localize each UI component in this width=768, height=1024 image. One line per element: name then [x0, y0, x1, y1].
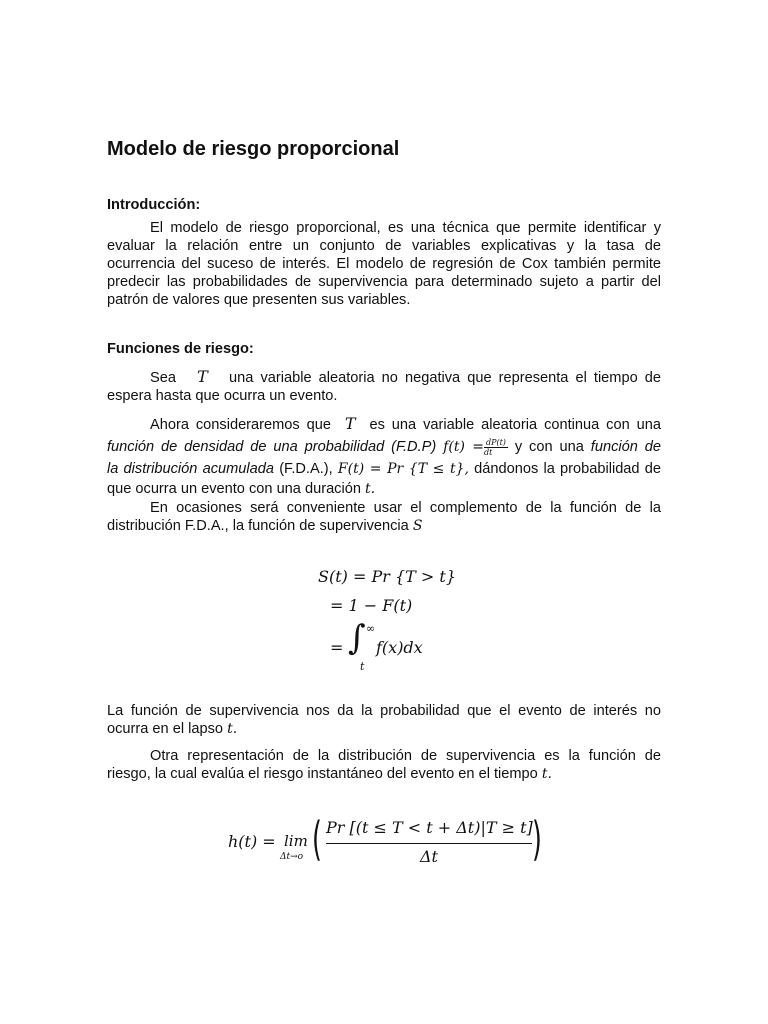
- p2-line3: la distribución acumulada (F.D.A.), F(t) = Pr {T ≤ t}, dándonos la probabilidad de: [107, 461, 661, 477]
- p2-line2: función de densidad de una probabilidad (F.D.P) f(t) = $\frac{dP(t)}{dt}$ y con una función de: [107, 437, 661, 457]
- variable-T: T: [344, 414, 356, 433]
- intro-heading: Introducción:: [107, 197, 201, 213]
- after-line1: La función de supervivencia nos da la probabilidad que el evento de interés no: [107, 703, 661, 719]
- after-paragraph-1: [107, 702, 661, 738]
- left-paren: (: [312, 812, 322, 866]
- fraction-bar: [326, 843, 532, 844]
- after-paragraph-2: [107, 747, 661, 783]
- p2-line4: que ocurra un evento con una duración t.: [107, 481, 376, 497]
- intro-line: evaluar la relación entre un conjunto de variables explicativas y la tasa de: [107, 238, 661, 254]
- after-p2-line1: Otra representación de la distribución de supervivencia es la función de: [150, 748, 661, 764]
- document-page: Modelo de riesgo proporcional Introducción: El modelo de riesgo proporcional, es una técnica que permite identificar y evaluar la relación entre un conjunto de variables explicativas y la tasa de ocurrencia del suceso de interés. El modelo de regresión de Cox también permite predecir las probabilidades de supervivencia para determinado sujeto a partir del patrón de valores que presenten sus variables. Funciones de riesgo: Sea T una variable aleatoria no negativa que representa el tiempo de espera hasta que ocurra un evento. Ahora consideraremos que T es una variable aleatoria continua con una función de densidad de una probabilidad (F.D.P) f(t) = $\frac{dP(t)}{dt}$ y con una función de la distribución acumulada (F.D.A.), F(t) = Pr {T ≤ t}, dándonos la probabilidad de que ocurra un evento con una duración t. En ocasiones será conveniente usar el complemento de la función de la distribución F.D.A., la función de supervivencia S S(t) = Pr {T > t} = 1 − F(t) = ∫ ∞ t f(x)dx La función de supervivencia nos da la probabilidad que el evento de interés no ocurra en el lapso t. Otra representación de la distribución de supervivencia es la función de riesgo, la cual evalúa el riesgo instantáneo del evento en el tiempo t. h(t) = lim Δt→o ( Pr [(t ≤ T < t + Δt)|T ≥ t] Δt ): [0, 0, 768, 1024]
- funciones-paragraph-1: [107, 368, 661, 405]
- funciones-paragraph-3: [107, 499, 661, 535]
- page-title: Modelo de riesgo proporcional: [107, 138, 400, 160]
- limit-operator: lim: [284, 832, 308, 850]
- p3-line2: distribución F.D.A., la función de supervivencia S: [107, 518, 423, 534]
- integral-sign: ∫: [348, 618, 366, 658]
- p1-line1: Sea T una variable aleatoria no negativa que representa el tiempo de: [150, 367, 661, 386]
- intro-paragraph: [107, 219, 661, 309]
- p3-line1: En ocasiones será conveniente usar el complemento de la función de la: [150, 500, 661, 516]
- funciones-heading: Funciones de riesgo:: [107, 341, 254, 357]
- intro-line: El modelo de riesgo proporcional, es una técnica que permite identificar y: [150, 220, 661, 236]
- right-paren: ): [532, 812, 542, 866]
- after-line2: ocurra en el lapso t.: [107, 721, 238, 737]
- intro-line: ocurrencia del suceso de interés. El modelo de regresión de Cox también permite: [107, 256, 661, 272]
- p2-line1: Ahora consideraremos que T es una variable aleatoria continua con una: [150, 414, 662, 433]
- intro-line: patrón de valores que presenten sus variables.: [107, 292, 411, 308]
- intro-line: predecir las probabilidades de supervivencia para determinado sujeto a partir del: [107, 274, 661, 290]
- equation-hazard: [228, 812, 548, 872]
- equation-survival-2: = 1 − F(t): [330, 596, 413, 615]
- p1-line2: espera hasta que ocurra un evento.: [107, 388, 338, 404]
- limit-subscript: Δt→o: [280, 852, 304, 862]
- hazard-numerator: Pr [(t ≤ T < t + Δt)|T ≥ t]: [326, 818, 533, 837]
- after-p2-line2: riesgo, la cual evalúa el riesgo instantáneo del evento en el tiempo t.: [107, 766, 552, 782]
- derivative-fraction: $\frac{dP(t)}{dt}$: [483, 437, 506, 457]
- hazard-denominator: Δt: [420, 847, 438, 866]
- variable-T: T: [197, 367, 208, 386]
- hazard-lhs: h(t) =: [228, 832, 276, 851]
- equation-survival-1: S(t) = Pr {T > t}: [318, 567, 456, 586]
- funciones-paragraph-2: [107, 413, 661, 498]
